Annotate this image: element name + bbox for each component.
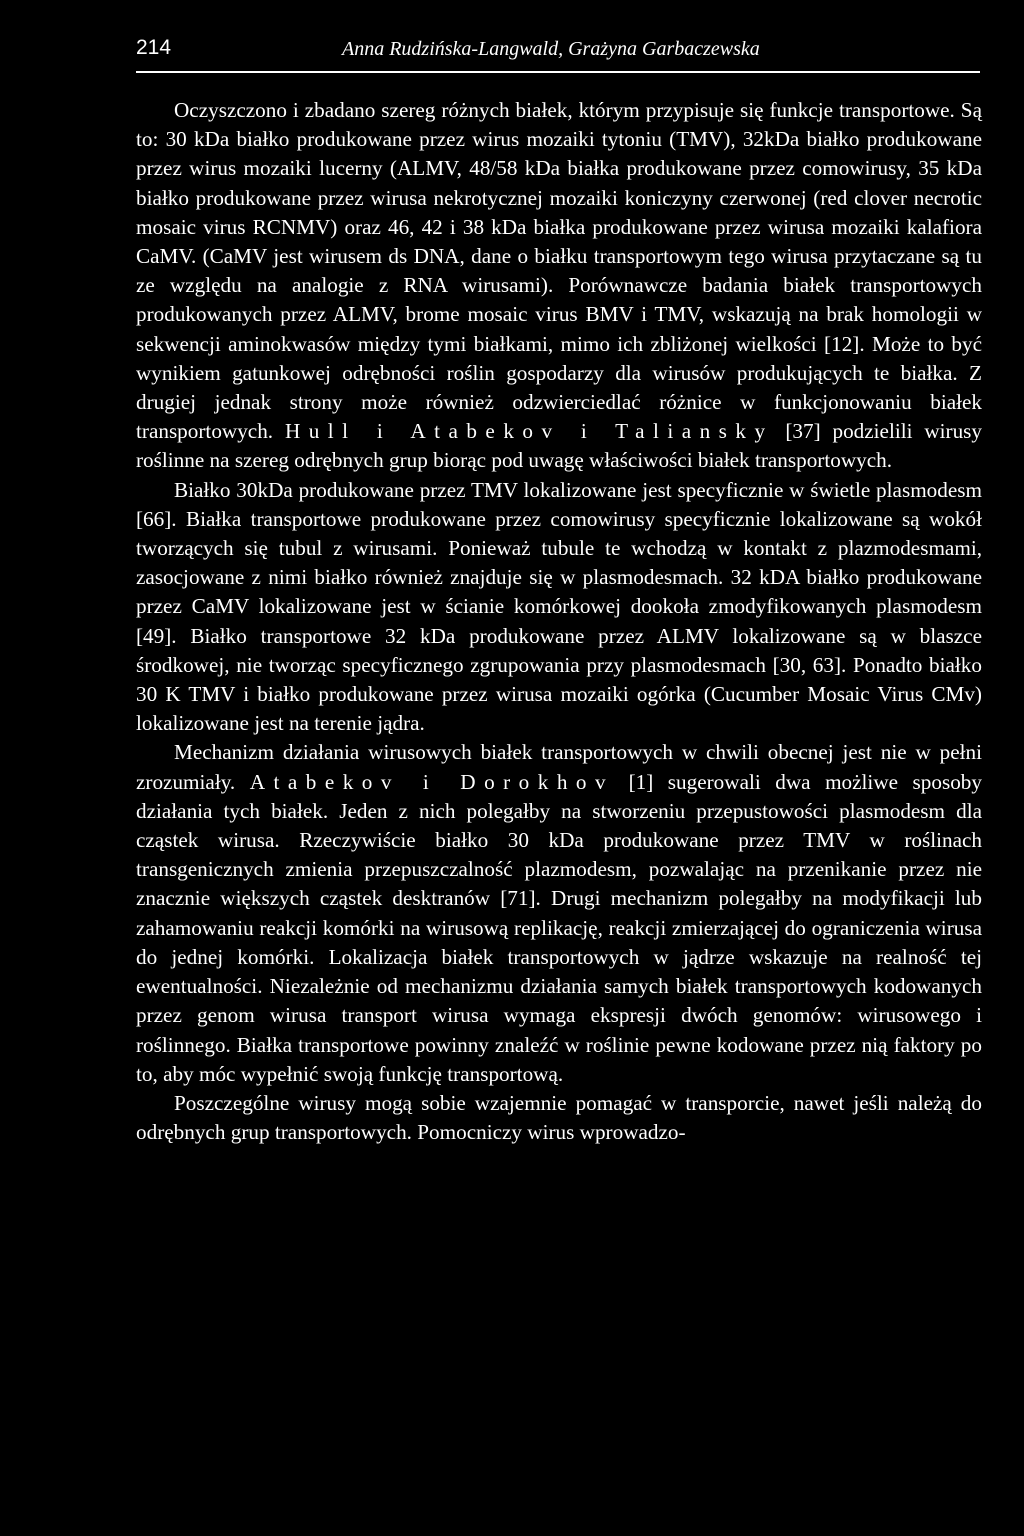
paragraph-1: [136, 96, 982, 476]
paragraph-3-text-b: [1] sugerowali dwa możliwe sposoby działania tych białek. Jeden z nich polegałby na stworzeniu przepustowości plasmodesm dla cząstek wirusa. Rzeczywiście białko 30 kDa produkowane przez TMV w roślinach transgenicznych zmienia przepuszczalność plazmodesm, pozwalając na przenikanie przez nie znacznie większych cząstek desktranów [71]. Drugi mechanizm polegałby na modyfikacji lub zahamowaniu reakcji komórki na wirusową replikację, reakcji zmierzającej do ograniczenia wirusa do jednej komórki. Lokalizacja białek transportowych w jądrze wskazuje na realność tej ewentualności. Niezależnie od mechanizmu działania samych białek transportowych kodowanych przez genom wirusa transport wirusa wymaga ekspresji dwóch genomów: wirusowego i roślinnego. Białka transportowe powinny znaleźć w roślinie pewne kodowane przez nią faktory po to, aby móc wypełnić swoją funkcję transportową.: [136, 769, 982, 1086]
header-rule: [136, 71, 980, 73]
paragraph-3-text-a: Mechanizm działania wirusowych białek transportowych w chwili obecnej jest nie w pełni zrozumiały.: [136, 740, 982, 794]
page-number: 214: [136, 36, 172, 59]
paragraph-2: Białko 30kDa produkowane przez TMV lokalizowane jest specyficznie w świetle plasmodesm [66]. Białka transportowe produkowane przez comowirusy specyficznie lokalizowane są wokół tworzących się tubul z wirusami. Ponieważ tubule te wchodzą w kontakt z plazmodesmami, zasocjowane z nimi białko również znajduje się w plasmodesmach. 32 kDA białko produkowane przez CaMV lokalizowane jest w ścianie komórkowej dookoła zmodyfikowanych plasmodesm [49]. Białko transportowe 32 kDa produkowane przez ALMV lokalizowane są w blaszce środkowej, nie tworząc specyficznego zgrupowania przy plasmodesmach [30, 63]. Ponadto białko 30 K TMV i białko produkowane przez wirusa mozaiki ogórka (Cucumber Mosaic Virus CMv) lokalizowane jest na terenie jądra.: [136, 477, 982, 736]
cited-authors: Atabekov i Dorokhov: [249, 769, 615, 794]
paragraph-3: [136, 738, 982, 1088]
running-head-authors: Anna Rudzińska-Langwald, Grażyna Garbaczewska: [342, 38, 760, 60]
page-header: [136, 36, 980, 66]
paragraph-1-text-a: Oczyszczono i zbadano szereg różnych białek, którym przypisuje się funkcje transportowe. Są to: 30 kDa białko produkowane przez wirus mozaiki tytoniu (TMV), 32kDa białko produkowane przez wirus mozaiki lucerny (ALMV, 48/58 kDa białka produkowane przez comowirusy, 35 kDa białko produkowane przez wirusa nekrotycznej mozaiki koniczyny czerwonej (red clover necrotic mosaic virus RCNMV) oraz 46, 42 i 38 kDa białka produkowane przez wirusa mozaiki kalafiora CaMV. (CaMV jest wirusem ds DNA, dane o białku transportowym tego wirusa przytaczane są tu ze względu na analogie z RNA wirusami). Porównawcze badania białek transportowych produkowanych przez ALMV, brome mosaic virus BMV i TMV, wskazują na brak homologii w sekwencji aminokwasów między tymi białkami, mimo ich zbliżonej wielkości [12]. Może to być wynikiem gatunkowej odrębności roślin gospodarzy dla wirusów produkujących te białka. Z drugiej jednak strony może również odzwierciedlać różnice w funkcjonowaniu białek transportowych.: [136, 98, 982, 444]
paragraph-1-text-b: [37] podzielili wirusy roślinne na szereg odrębnych grup biorąc pod uwagę właściwości białek transportowych.: [136, 419, 983, 473]
paragraph-4: Poszczególne wirusy mogą sobie wzajemnie pomagać w transporcie, nawet jeśli należą do odrębnych grup transportowych. Pomocniczy wirus wprowadzo-: [136, 1090, 982, 1145]
cited-authors: Hull i Atabekov i Taliansky: [284, 419, 774, 444]
body-text: [136, 96, 982, 1147]
